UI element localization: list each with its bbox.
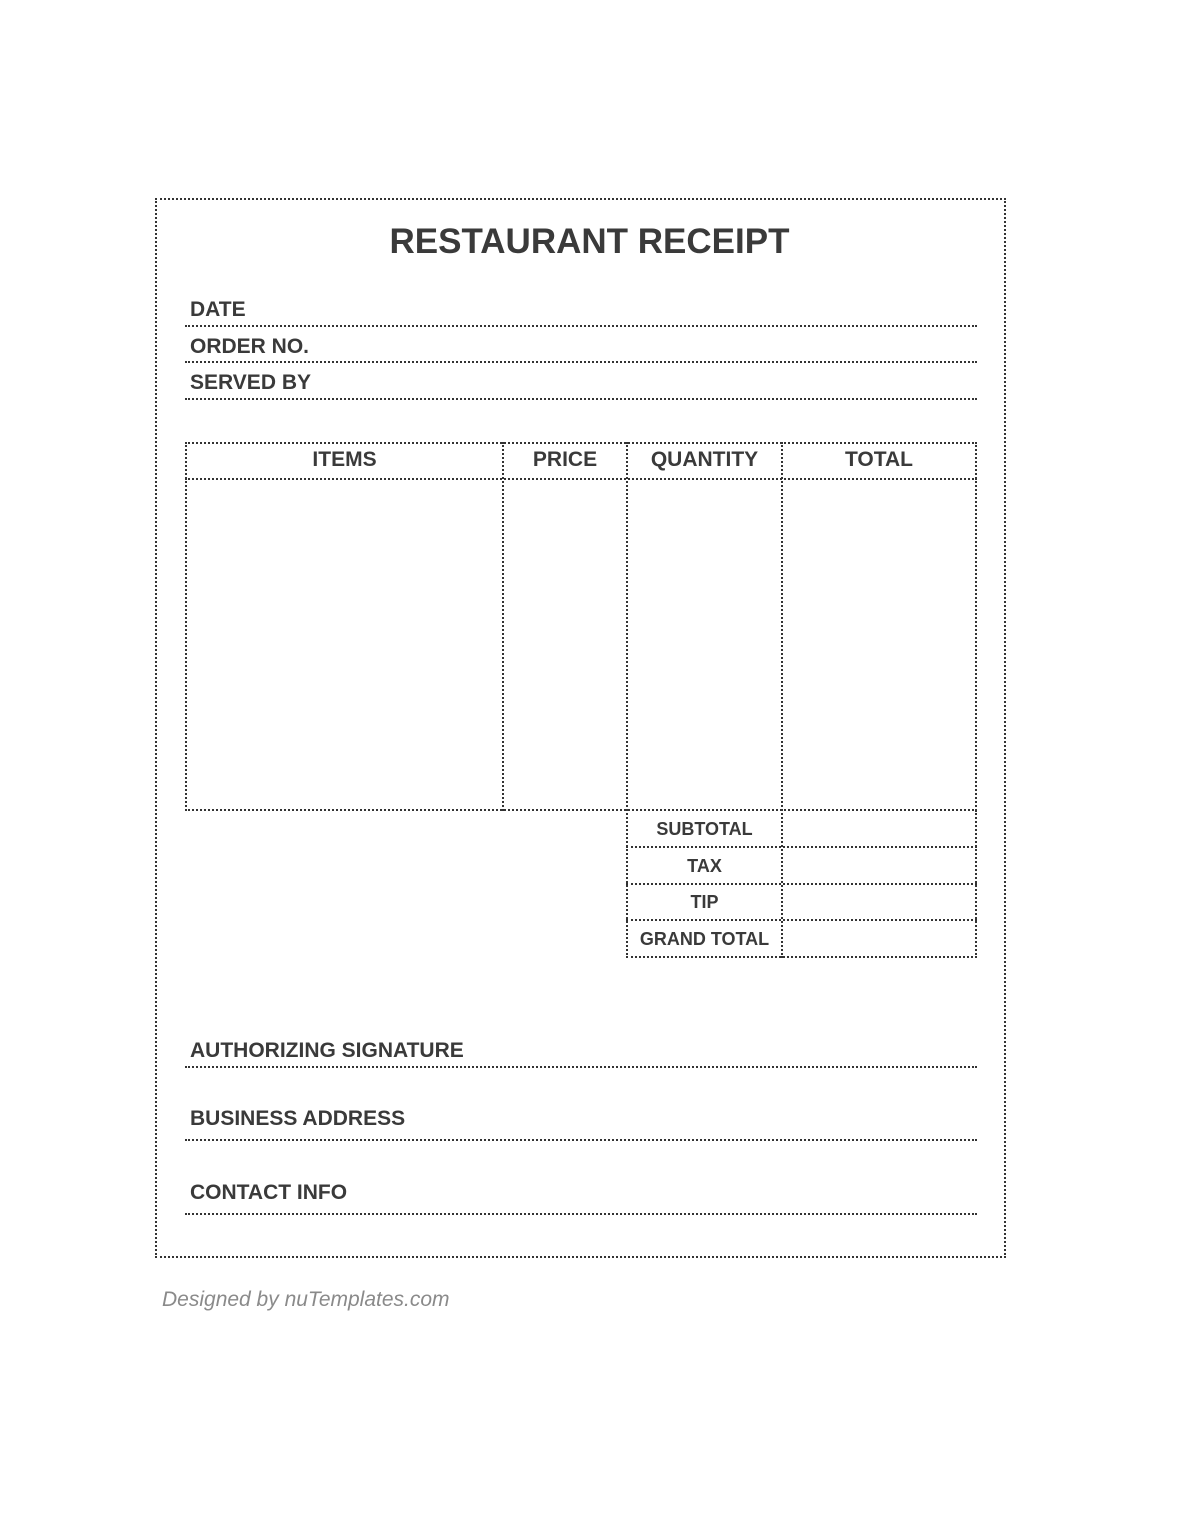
business-address-field[interactable] <box>185 1139 977 1141</box>
business-address-label: BUSINESS ADDRESS <box>190 1107 406 1130</box>
price-column-cells[interactable] <box>504 480 626 809</box>
order-no-label: ORDER NO. <box>190 335 310 358</box>
order-no-field[interactable] <box>185 361 977 363</box>
column-header-price: PRICE <box>532 448 598 471</box>
served-by-field[interactable] <box>185 398 977 400</box>
total-column-cells[interactable] <box>783 480 975 809</box>
column-header-total: TOTAL <box>844 448 914 471</box>
tax-label: TAX <box>687 856 722 876</box>
receipt-title: RESTAURANT RECEIPT <box>389 222 790 261</box>
contact-info-field[interactable] <box>185 1213 977 1215</box>
served-by-label: SERVED BY <box>190 371 311 394</box>
column-header-quantity: QUANTITY <box>650 448 759 471</box>
tip-field[interactable] <box>783 884 975 919</box>
date-field[interactable] <box>185 325 977 327</box>
authorizing-signature-field[interactable] <box>185 1066 977 1068</box>
column-header-items: ITEMS <box>312 448 377 471</box>
quantity-column-cells[interactable] <box>628 480 781 809</box>
items-column-cells[interactable] <box>187 480 502 809</box>
grand-total-label: GRAND TOTAL <box>639 929 770 949</box>
designer-credit: Designed by nuTemplates.com <box>162 1288 450 1311</box>
date-label: DATE <box>190 298 246 321</box>
contact-info-label: CONTACT INFO <box>190 1181 348 1204</box>
subtotal-label: SUBTOTAL <box>656 819 753 839</box>
authorizing-signature-label: AUTHORIZING SIGNATURE <box>190 1039 464 1062</box>
grand-total-field[interactable] <box>783 921 975 956</box>
subtotal-field[interactable] <box>783 811 975 846</box>
tax-field[interactable] <box>783 848 975 883</box>
tip-label: TIP <box>690 892 719 912</box>
